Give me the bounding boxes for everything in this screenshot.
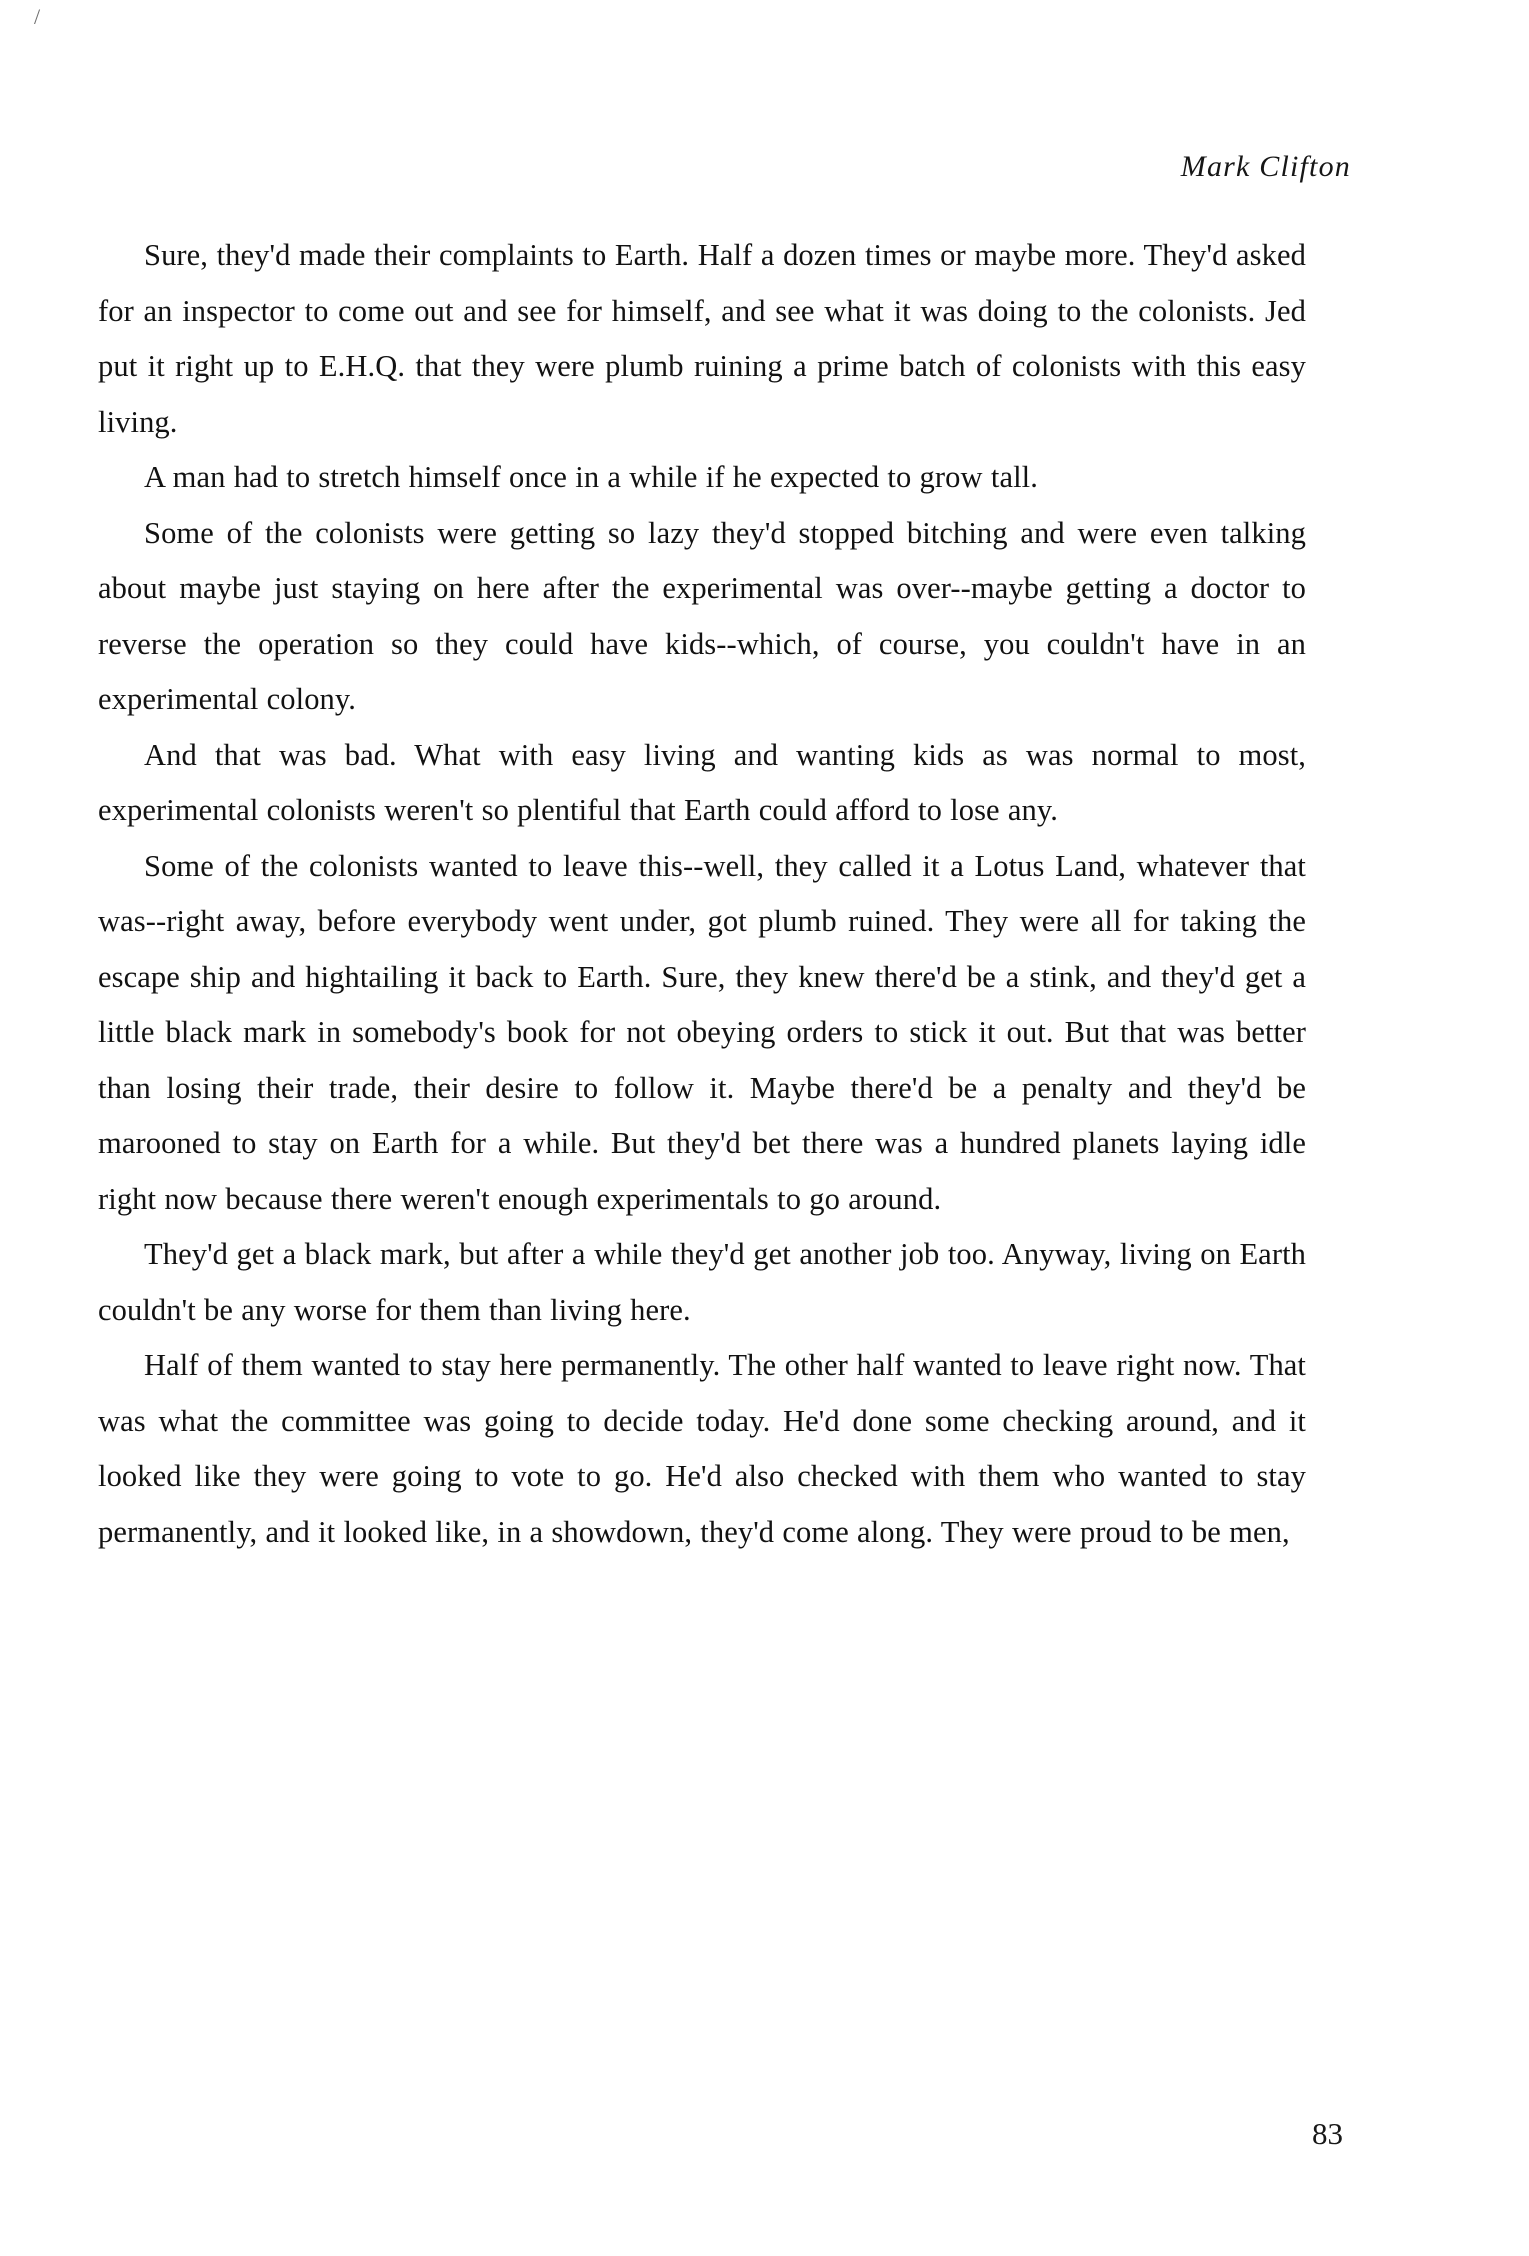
page-corner-mark: / bbox=[34, 4, 41, 29]
paragraph: They'd get a black mark, but after a while they'd get another job too. Anyway, living on Earth couldn't be any worse for them than living here. bbox=[98, 1237, 1306, 1327]
body-text bbox=[98, 228, 1306, 1560]
page-number: 83 bbox=[1312, 2116, 1343, 2151]
paragraph: Some of the colonists wanted to leave this--well, they called it a Lotus Land, whatever that was--right away, before everybody went under, got plumb ruined. They were all for taking the escape ship and hightailing it back to Earth. Sure, they knew there'd be a stink, and they'd get a little black mark in somebody's book for not obeying orders to stick it out. But that was better than losing their trade, their desire to follow it. Maybe there'd be a penalty and they'd be marooned to stay on Earth for a while. But they'd bet there was a hundred planets laying idle right now because there weren't enough experimentals to go around. bbox=[98, 848, 1306, 1216]
paragraph: Sure, they'd made their complaints to Earth. Half a dozen times or maybe more. They'd asked for an inspector to come out and see for himself, and see what it was doing to the colonists. Jed put it right up to E.H.Q. that they were plumb ruining a prime batch of colonists with this easy living. bbox=[98, 238, 1306, 439]
paragraph: And that was bad. What with easy living and wanting kids as was normal to most, experimental colonists weren't so plentiful that Earth could afford to lose any. bbox=[98, 737, 1306, 827]
paragraph: Some of the colonists were getting so lazy they'd stopped bitching and were even talking about maybe just staying on here after the experimental was over--maybe getting a doctor to reverse the operation so they could have kids--which, of course, you couldn't have in an experimental colony. bbox=[98, 515, 1306, 716]
paragraph: Half of them wanted to stay here permanently. The other half wanted to leave right now. That was what the committee was going to decide today. He'd done some checking around, and it looked like they were going to vote to go. He'd also checked with them who wanted to stay permanently, and it looked like, in a showdown, they'd come along. They were proud to be men, bbox=[98, 1348, 1306, 1549]
running-head-author: Mark Clifton bbox=[1180, 150, 1351, 183]
paragraph: A man had to stretch himself once in a while if he expected to grow tall. bbox=[144, 460, 1038, 494]
